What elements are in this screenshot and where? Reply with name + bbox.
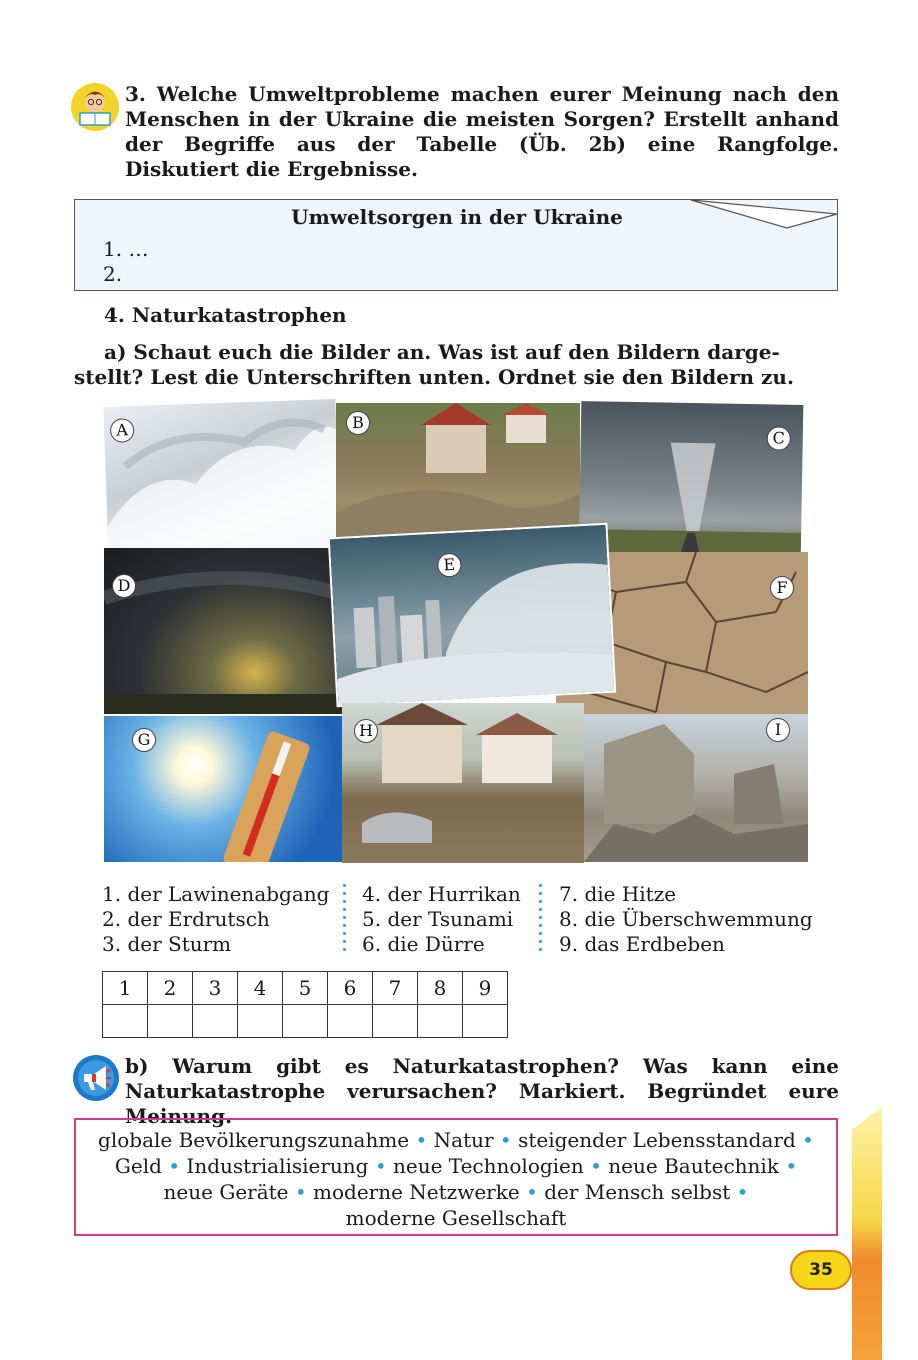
word-box-line-4 bbox=[76, 1205, 836, 1231]
caption-7: 7. die Hitze bbox=[559, 882, 677, 906]
student-reading-icon bbox=[70, 82, 120, 132]
caption-2: 2. der Erdrutsch bbox=[102, 907, 270, 931]
photo-b-landslide bbox=[336, 403, 580, 543]
table-title: Umweltsorgen in der Ukraine bbox=[291, 205, 623, 229]
caption-column-1 bbox=[102, 882, 329, 957]
photo-d-storm bbox=[104, 548, 354, 714]
bullet-dot: • bbox=[374, 1154, 387, 1178]
word-item: Industrialisierung bbox=[186, 1154, 369, 1178]
bullet-dot: • bbox=[168, 1154, 181, 1178]
task-4a-line-2: stellt? Lest die Unterschriften unten. Ordnet sie den Bildern zu. bbox=[74, 365, 794, 389]
grid-header-cell: 4 bbox=[238, 972, 283, 1005]
task-4-heading: 4. Naturkatastrophen bbox=[104, 303, 347, 327]
task-4b-text: b) Warum gibt es Naturkatastrophen? Was kann eine Naturkatastrophe verursachen? Markiert. Begründet eure Meinung. bbox=[125, 1054, 839, 1128]
grid-header-cell: 2 bbox=[148, 972, 193, 1005]
answer-cell[interactable] bbox=[283, 1005, 328, 1038]
caption-8: 8. die Überschwemmung bbox=[559, 907, 813, 931]
answer-cell[interactable] bbox=[193, 1005, 238, 1038]
photo-h-flood bbox=[342, 703, 584, 863]
dotted-separator bbox=[539, 884, 543, 956]
bullet-dot: • bbox=[736, 1180, 749, 1204]
caption-1: 1. der Lawinenabgang bbox=[102, 882, 330, 906]
caption-6: 6. die Dürre bbox=[362, 932, 485, 956]
word-box-line-1 bbox=[76, 1127, 836, 1153]
caption-9: 9. das Erdbeben bbox=[559, 932, 725, 956]
answer-cell[interactable] bbox=[238, 1005, 283, 1038]
word-item: neue Geräte bbox=[163, 1180, 289, 1204]
photo-label-b: B bbox=[346, 411, 370, 435]
caption-3: 3. der Sturm bbox=[102, 932, 232, 956]
word-item: neue Bautechnik bbox=[608, 1154, 779, 1178]
table-line-2: 2. bbox=[103, 262, 123, 286]
photo-label-e: E bbox=[437, 553, 462, 578]
grid-header-cell: 3 bbox=[193, 972, 238, 1005]
caption-column-2 bbox=[362, 882, 521, 957]
bullet-dot: • bbox=[499, 1128, 512, 1152]
answer-cell[interactable] bbox=[418, 1005, 463, 1038]
answer-grid bbox=[102, 971, 508, 1038]
grid-header-cell: 6 bbox=[328, 972, 373, 1005]
photo-c-tornado bbox=[579, 401, 804, 561]
word-item: globale Bevölkerungszunahme bbox=[98, 1128, 410, 1152]
photo-label-f: F bbox=[770, 576, 794, 600]
task-3-text: 3. Welche Umweltprobleme machen eurer Meinung nach den Menschen in der Ukraine die meisten Sorgen? Erstellt anhand der Begriffe aus der Tabelle (Üb. 2b) eine Rangfolge. Diskutiert die Ergebnisse. bbox=[125, 82, 839, 181]
table-line-1: 1. … bbox=[103, 237, 149, 261]
word-item: der Mensch selbst bbox=[544, 1180, 731, 1204]
page-number: 35 bbox=[790, 1250, 852, 1290]
task-4a-text bbox=[74, 340, 838, 390]
caption-4: 4. der Hurrikan bbox=[362, 882, 521, 906]
answer-grid-answers bbox=[103, 1005, 508, 1038]
page-fold-decoration bbox=[689, 198, 839, 230]
photo-label-g: G bbox=[132, 728, 156, 752]
word-box-line-2 bbox=[76, 1153, 836, 1179]
answer-cell[interactable] bbox=[103, 1005, 148, 1038]
photo-label-h: H bbox=[354, 719, 378, 743]
photo-a-avalanche bbox=[103, 399, 340, 565]
photo-label-d: D bbox=[112, 574, 136, 598]
bullet-dot: • bbox=[526, 1180, 538, 1204]
caption-column-3 bbox=[559, 882, 813, 957]
photo-e-tsunami bbox=[330, 525, 614, 705]
word-box bbox=[74, 1118, 838, 1236]
grid-header-cell: 7 bbox=[373, 972, 418, 1005]
answer-cell[interactable] bbox=[373, 1005, 418, 1038]
word-box-line-3 bbox=[76, 1179, 836, 1205]
bullet-dot: • bbox=[294, 1180, 307, 1204]
photo-g-heat bbox=[104, 716, 342, 862]
answer-grid-header bbox=[103, 972, 508, 1005]
answer-cell[interactable] bbox=[328, 1005, 373, 1038]
grid-header-cell: 1 bbox=[103, 972, 148, 1005]
photo-label-i: I bbox=[766, 718, 790, 742]
bullet-dot: • bbox=[785, 1154, 798, 1178]
word-item: moderne Netzwerke bbox=[313, 1180, 520, 1204]
photo-i-earthquake bbox=[584, 714, 808, 862]
caption-5: 5. der Tsunami bbox=[362, 907, 514, 931]
bullet-dot: • bbox=[415, 1128, 428, 1152]
photo-label-a: A bbox=[110, 418, 135, 443]
page-edge-tab bbox=[852, 1100, 918, 1360]
dotted-separator bbox=[343, 884, 347, 956]
grid-header-cell: 8 bbox=[418, 972, 463, 1005]
bullet-dot: • bbox=[802, 1128, 814, 1152]
grid-header-cell: 5 bbox=[283, 972, 328, 1005]
umweltsorgen-table bbox=[74, 199, 838, 291]
grid-header-cell: 9 bbox=[463, 972, 508, 1005]
megaphone-icon bbox=[72, 1054, 120, 1102]
answer-cell[interactable] bbox=[463, 1005, 508, 1038]
bullet-dot: • bbox=[590, 1154, 602, 1178]
task-4a-line-1: a) Schaut euch die Bilder an. Was ist auf den Bildern darge- bbox=[104, 340, 780, 364]
word-item: moderne Gesellschaft bbox=[345, 1206, 567, 1230]
word-item: neue Technologien bbox=[393, 1154, 584, 1178]
answer-cell[interactable] bbox=[148, 1005, 193, 1038]
word-item: Geld bbox=[114, 1154, 162, 1178]
word-item: Natur bbox=[433, 1128, 494, 1152]
word-item: steigender Lebensstandard bbox=[518, 1128, 796, 1152]
photo-label-c: C bbox=[767, 426, 791, 450]
